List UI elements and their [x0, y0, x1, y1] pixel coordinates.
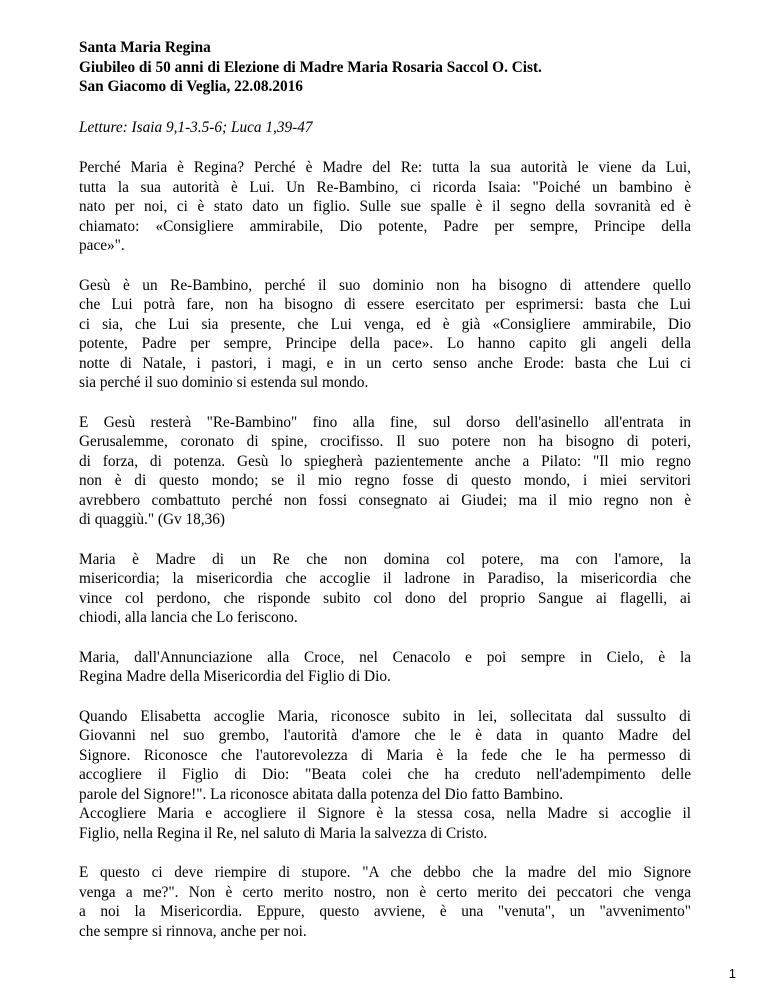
- page-number: 1: [728, 966, 736, 981]
- document-title: Santa Maria Regina: [79, 39, 211, 56]
- document-subtitle: Giubileo di 50 anni di Elezione di Madre Maria Rosaria Saccol O. Cist.: [79, 58, 542, 76]
- paragraph-line: non è di questo mondo; se il mio regno fosse di questo mondo, i miei servitori: [79, 472, 691, 489]
- paragraph-line: che sempre si rinnova, anche per noi.: [79, 922, 307, 940]
- paragraph-line: ci sia, che Lui sia presente, che Lui venga, ed è già «Consigliere ammirabile, Dio: [79, 315, 691, 333]
- paragraph-line: Regina Madre della Misericordia del Figlio di Dio.: [79, 668, 391, 685]
- paragraph-line: Gesù è un Re-Bambino, perché il suo dominio non ha bisogno di attendere quello: [79, 276, 691, 294]
- paragraph-line: chiodi, alla lancia che Lo feriscono.: [79, 609, 298, 626]
- paragraph-line: avrebbero combattuto perché non fossi consegnato ai Giudei; ma il mio regno non è: [79, 491, 691, 509]
- paragraph-line: accogliere il Figlio di Dio: "Beata colei che ha creduto nell'adempimento delle: [79, 766, 691, 783]
- paragraph-line: sia perché il suo dominio si estenda sul mondo.: [79, 374, 369, 391]
- homily-body: [79, 158, 691, 941]
- paragraph-line: chiamato: «Consigliere ammirabile, Dio potente, Padre per sempre, Principe della: [79, 217, 691, 235]
- body-paragraph: [79, 413, 691, 530]
- paragraph-line: che Lui potrà fare, non ha bisogno di essere esercitato per esprimersi: basta che Lui: [79, 296, 691, 313]
- body-paragraph: [79, 550, 691, 628]
- paragraph-line: a noi la Misericordia. Eppure, questo avviene, è una "venuta", un "avvenimento": [79, 903, 691, 920]
- paragraph-line: Perché Maria è Regina? Perché è Madre del Re: tutta la sua autorità le viene da Lui,: [79, 159, 691, 176]
- body-paragraph: [79, 158, 691, 256]
- paragraph-line: di quaggiù." (Gv 18,36): [79, 511, 226, 528]
- paragraph-line: parole del Signore!". La riconosce abitata dalla potenza del Dio fatto Bambino.: [79, 785, 564, 803]
- paragraph-line: nato per noi, ci è stato dato un figlio. Sulle sue spalle è il segno della sovranità ed è: [79, 198, 691, 215]
- paragraph-line: vince col perdono, che risponde subito col dono del proprio Sangue ai flagelli, ai: [79, 589, 691, 607]
- document-place-date: San Giacomo di Veglia, 22.08.2016: [79, 78, 303, 95]
- document-page: [79, 38, 691, 941]
- paragraph-line: Maria, dall'Annunciazione alla Croce, nel Cenacolo e poi sempre in Cielo, è la: [79, 648, 691, 666]
- paragraph-line: Quando Elisabetta accoglie Maria, riconosce subito in lei, sollecitata dal sussulto di: [79, 707, 691, 725]
- paragraph-line: Gerusalemme, coronato di spine, crocifisso. Il suo potere non ha bisogno di poteri,: [79, 433, 691, 450]
- paragraph-line: notte di Natale, i pastori, i magi, e in un certo senso anche Erode: basta che Lui ci: [79, 354, 691, 372]
- body-paragraph: [79, 648, 691, 687]
- body-paragraph: [79, 276, 691, 393]
- paragraph-line: E questo ci deve riempire di stupore. "A che debbo che la madre del mio Signore: [79, 864, 691, 881]
- body-paragraph: [79, 707, 691, 844]
- paragraph-line: Accogliere Maria e accogliere il Signore è la stessa cosa, nella Madre si accoglie il: [79, 805, 691, 822]
- paragraph-line: misericordia; la misericordia che accoglie il ladrone in Paradiso, la misericordia che: [79, 570, 691, 587]
- body-paragraph: [79, 863, 691, 941]
- paragraph-line: Figlio, nella Regina il Re, nel saluto di Maria la salvezza di Cristo.: [79, 824, 488, 842]
- paragraph-line: Signore. Riconosce che l'autorevolezza di Maria è la fede che le ha permesso di: [79, 746, 691, 764]
- paragraph-line: E Gesù resterà "Re-Bambino" fino alla fine, sul dorso dell'asinello all'entrata in: [79, 413, 691, 431]
- readings-reference: Letture: Isaia 9,1-3.5-6; Luca 1,39-47: [79, 118, 313, 136]
- paragraph-line: Giovanni nel suo grembo, l'autorità d'amore che le è data in quanto Madre del: [79, 727, 691, 744]
- paragraph-line: venga a me?". Non è certo merito nostro, non è certo merito dei peccatori che venga: [79, 883, 691, 901]
- paragraph-line: Maria è Madre di un Re che non domina col potere, ma con l'amore, la: [79, 550, 691, 568]
- paragraph-line: di forza, di potenza. Gesù lo spiegherà pazientemente anche a Pilato: "Il mio regno: [79, 452, 691, 470]
- paragraph-line: pace»".: [79, 237, 125, 254]
- paragraph-line: tutta la sua autorità è Lui. Un Re-Bambino, ci ricorda Isaia: "Poiché un bambino è: [79, 178, 691, 196]
- paragraph-line: potente, Padre per sempre, Principe della pace». Lo hanno capito gli angeli della: [79, 335, 691, 352]
